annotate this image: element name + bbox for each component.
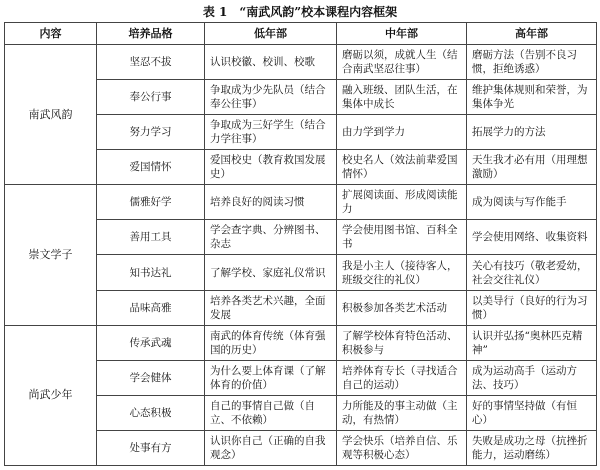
quality-cell: 奉公行事 — [97, 80, 205, 115]
lower-grade-cell: 为什么要上体育课（了解体育的价值） — [205, 360, 337, 395]
upper-grade-cell: 好的事情坚持做（有恒心） — [467, 395, 597, 430]
category-cell: 南武风韵 — [5, 45, 97, 185]
quality-cell: 坚忍不拔 — [97, 45, 205, 80]
lower-grade-cell: 争取成为少先队员（结合奉公往事） — [205, 80, 337, 115]
lower-grade-cell: 南武的体育传统（体育强国的历史） — [205, 325, 337, 360]
upper-grade-cell: 认识并弘扬“奥林匹克精神” — [467, 325, 597, 360]
quality-cell: 传承武魂 — [97, 325, 205, 360]
category-cell: 尚武少年 — [5, 325, 97, 465]
lower-grade-cell: 培养良好的阅读习惯 — [205, 185, 337, 220]
table-row — [5, 325, 597, 360]
quality-cell: 儒雅好学 — [97, 185, 205, 220]
upper-grade-cell: 维护集体规则和荣誉，为集体争光 — [467, 80, 597, 115]
middle-grade-cell: 校史名人（效法前辈爱国情怀） — [337, 150, 467, 185]
quality-cell: 处事有方 — [97, 430, 205, 465]
course-framework-table — [4, 22, 597, 466]
middle-grade-cell: 由力学到学力 — [337, 115, 467, 150]
upper-grade-cell: 成为阅读与写作能手 — [467, 185, 597, 220]
middle-grade-cell: 了解学校体育特色活动、积极参与 — [337, 325, 467, 360]
lower-grade-cell: 认识你自己（正确的自我观念） — [205, 430, 337, 465]
middle-grade-cell: 融入班级、团队生活，在集体中成长 — [337, 80, 467, 115]
lower-grade-cell: 爱国校史（教育救国发展史） — [205, 150, 337, 185]
quality-cell: 品味高雅 — [97, 290, 205, 325]
header-quality: 培养品格 — [97, 23, 205, 45]
quality-cell: 知书达礼 — [97, 255, 205, 290]
upper-grade-cell: 关心有技巧（敬老爱幼，社会交往礼仪） — [467, 255, 597, 290]
lower-grade-cell: 争取成为三好学生（结合力学往事） — [205, 115, 337, 150]
table-title: “南武风韵”校本课程内容框架 — [239, 4, 398, 19]
upper-grade-cell: 磨砺方法（告别不良习惯，拒绝诱惑） — [467, 45, 597, 80]
middle-grade-cell: 我是小主人（接待客人，班级交往的礼仪） — [337, 255, 467, 290]
middle-grade-cell: 积极参加各类艺术活动 — [337, 290, 467, 325]
header-content: 内容 — [5, 23, 97, 45]
quality-cell: 善用工具 — [97, 220, 205, 255]
header-lower-grade: 低年部 — [205, 23, 337, 45]
lower-grade-cell: 自己的事情自己做（自立、不依赖） — [205, 395, 337, 430]
table-row — [5, 185, 597, 220]
lower-grade-cell: 培养各类艺术兴趣，全面发展 — [205, 290, 337, 325]
quality-cell: 爱国情怀 — [97, 150, 205, 185]
table-body — [5, 45, 597, 466]
category-cell: 崇文学子 — [5, 185, 97, 325]
quality-cell: 心态积极 — [97, 395, 205, 430]
middle-grade-cell: 力所能及的事主动做（主动，有热情） — [337, 395, 467, 430]
lower-grade-cell: 认识校徽、校训、校歌 — [205, 45, 337, 80]
lower-grade-cell: 学会查字典、分辨图书、杂志 — [205, 220, 337, 255]
middle-grade-cell: 磨砺以须，成就人生（结合南武坚忍往事） — [337, 45, 467, 80]
header-upper-grade: 高年部 — [467, 23, 597, 45]
header-middle-grade: 中年部 — [337, 23, 467, 45]
upper-grade-cell: 以美导行（良好的行为习惯） — [467, 290, 597, 325]
quality-cell: 努力学习 — [97, 115, 205, 150]
table-number: 表 1 — [202, 4, 228, 19]
upper-grade-cell: 天生我才必有用（用理想激励） — [467, 150, 597, 185]
quality-cell: 学会健体 — [97, 360, 205, 395]
table-caption — [0, 0, 600, 22]
upper-grade-cell: 成为运动高手（运动方法、技巧） — [467, 360, 597, 395]
upper-grade-cell: 失败是成功之母（抗挫折能力，运动磨练） — [467, 430, 597, 465]
upper-grade-cell: 学会使用网络、收集资料 — [467, 220, 597, 255]
middle-grade-cell: 扩展阅读面、形成阅读能力 — [337, 185, 467, 220]
middle-grade-cell: 学会快乐（培养自信、乐观等积极心态） — [337, 430, 467, 465]
middle-grade-cell: 学会使用图书馆、百科全书 — [337, 220, 467, 255]
upper-grade-cell: 拓展学力的方法 — [467, 115, 597, 150]
middle-grade-cell: 培养体育专长（寻找适合自己的运动） — [337, 360, 467, 395]
lower-grade-cell: 了解学校、家庭礼仪常识 — [205, 255, 337, 290]
table-row — [5, 45, 597, 80]
